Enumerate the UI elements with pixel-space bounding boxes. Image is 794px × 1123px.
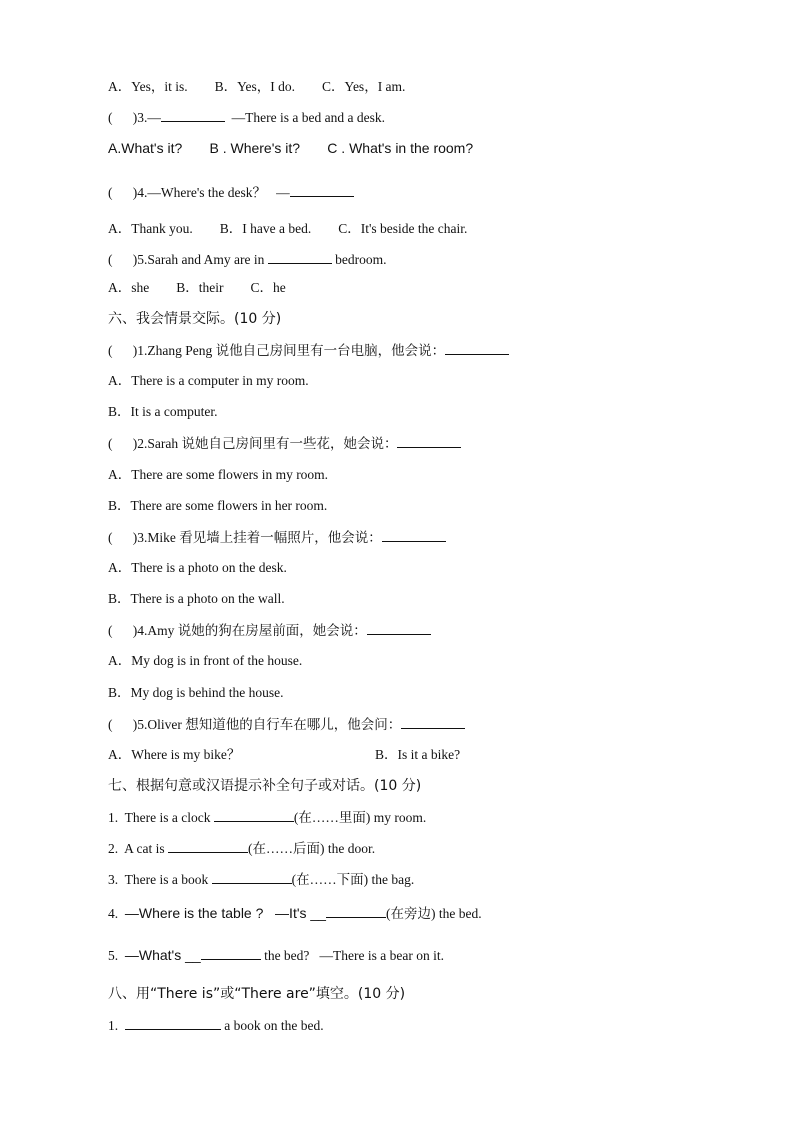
q5-suffix: bedroom. (331, 252, 387, 267)
s6-item2-option-a: A．There are some flowers in my room. (108, 467, 329, 482)
s6-item1-option-a: A．There is a computer in my room. (108, 373, 309, 388)
s6-item3-text: ( )3.Mike 看见墙上挂着一幅照片，他会说： (108, 530, 382, 545)
s8-s1-post: a book on the bed. (220, 1018, 324, 1033)
section6-title: 六、我会情景交际。(10 分) (108, 311, 282, 327)
q4-blank[interactable] (290, 183, 354, 197)
s7-sentence4 (108, 904, 482, 923)
s7-s4-blank[interactable] (326, 904, 386, 918)
q3-suffix: —There is a bed and a desk. (224, 110, 385, 125)
s7-s5-blank[interactable] (201, 946, 261, 960)
q4-options: A．Thank you. B．I have a bed. C．It's beside the chair. (108, 221, 468, 236)
s6-item1-option-b: B．It is a computer. (108, 404, 218, 419)
s7-s1-post: (在……里面) my room. (293, 810, 427, 825)
s6-item5-stem (108, 715, 465, 734)
s6-item3-option-a: A．There is a photo on the desk. (108, 560, 287, 575)
s7-s5-post: the bed? —There is a bear on it. (260, 948, 444, 963)
s7-s3-blank[interactable] (212, 870, 292, 884)
q5-blank[interactable] (268, 250, 332, 264)
s6-item4-blank[interactable] (367, 621, 431, 635)
q2-options: A．Yes，it is. B．Yes，I do. C．Yes，I am. (108, 79, 406, 94)
section7-title: 七、根据句意或汉语提示补全句子或对话。(10 分) (108, 778, 422, 794)
q3-prefix: ( )3.— (108, 110, 161, 125)
s7-sentence1 (108, 808, 426, 827)
s6-item3-stem (108, 528, 446, 547)
s6-item1-stem (108, 341, 509, 360)
s7-s2-pre: 2. A cat is (108, 841, 168, 856)
section8-title: 八、用“There is”或“There are”填空。(10 分) (108, 986, 406, 1002)
s7-s4-num: 4. (108, 906, 125, 921)
s6-item4-stem (108, 621, 431, 640)
s7-sentence5 (108, 946, 444, 965)
s7-s1-blank[interactable] (214, 808, 294, 822)
s8-sentence1 (108, 1016, 324, 1035)
s7-s2-post: (在……后面) the door. (248, 841, 376, 856)
s7-s4-pre: —Where is the table ? —It's __ (124, 905, 326, 921)
q5-prefix: ( )5.Sarah and Amy are in (108, 252, 268, 267)
s6-item4-option-a: A．My dog is in front of the house. (108, 653, 303, 668)
s7-s3-pre: 3. There is a book (108, 872, 212, 887)
s6-item5-text: ( )5.Oliver 想知道他的自行车在哪儿，他会问： (108, 717, 402, 732)
q3-stem (108, 108, 385, 127)
s6-item5-blank[interactable] (401, 715, 465, 729)
s6-item2-stem (108, 434, 461, 453)
s7-s2-blank[interactable] (168, 839, 248, 853)
q4-stem (108, 183, 354, 202)
s6-item2-blank[interactable] (397, 434, 461, 448)
s7-s5-num: 5. (108, 948, 125, 963)
s6-item3-option-b: B．There is a photo on the wall. (108, 591, 285, 606)
s6-item4-option-b: B．My dog is behind the house. (108, 685, 284, 700)
s6-item2-text: ( )2.Sarah 说她自己房间里有一些花，她会说： (108, 436, 398, 451)
s6-item1-blank[interactable] (445, 341, 509, 355)
q3-options: A.What's it? B . Where's it? C . What's in the room? (108, 140, 474, 156)
s7-s1-pre: 1. There is a clock (108, 810, 214, 825)
s7-s3-post: (在……下面) the bag. (291, 872, 415, 887)
s8-s1-blank[interactable] (125, 1016, 221, 1030)
q4-prefix: ( )4.—Where's the desk？ — (108, 185, 290, 200)
s7-s5-pre: —What's __ (124, 947, 201, 963)
s7-sentence3 (108, 870, 414, 889)
q3-blank[interactable] (161, 108, 225, 122)
s6-item3-blank[interactable] (382, 528, 446, 542)
s6-item2-option-b: B．There are some flowers in her room. (108, 498, 328, 513)
q5-options: A．she B．their C．he (108, 280, 286, 295)
q5-stem (108, 250, 386, 269)
s6-item4-text: ( )4.Amy 说她的狗在房屋前面，她会说： (108, 623, 367, 638)
s6-item1-text: ( )1.Zhang Peng 说他自己房间里有一台电脑，他会说： (108, 343, 446, 358)
s8-s1-num: 1. (108, 1018, 125, 1033)
s6-item5-option-b: B．Is it a bike? (375, 747, 461, 762)
s6-item5-option-a: A．Where is my bike？ (108, 747, 241, 762)
s7-sentence2 (108, 839, 375, 858)
s7-s4-post: (在旁边) the bed. (385, 906, 482, 921)
